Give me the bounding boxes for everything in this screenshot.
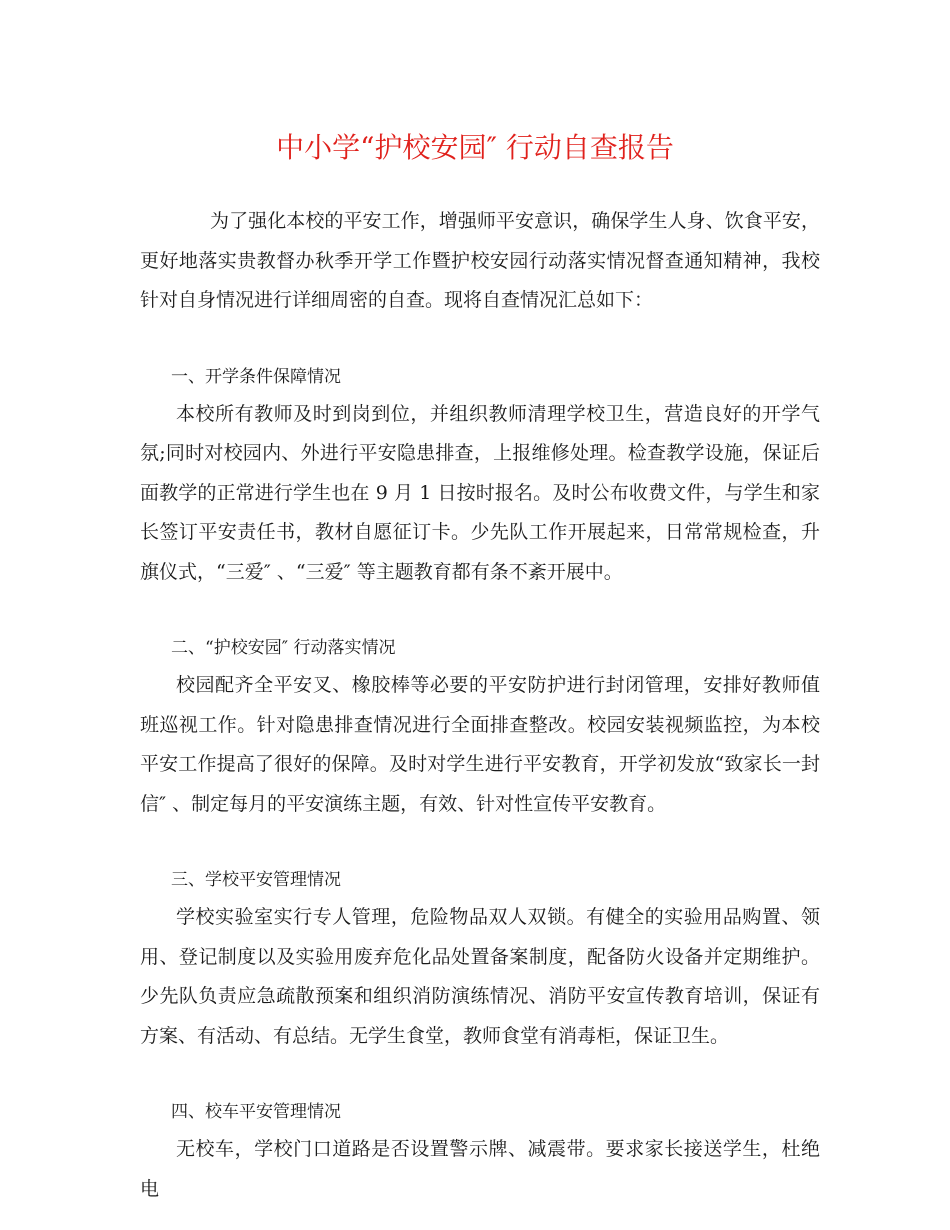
section-4 [140,1094,820,1209]
section-3 [140,862,820,1056]
section-paragraph: 本校所有教师及时到岗到位，并组织教师清理学校卫生，营造良好的开学气氛;同时对校园内、外进行平安隐患排查，上报维修处理。检查教学设施，保证后面教学的正常进行学生也在 9 月 1 日按时报名。及时公布收费文件，与学生和家长签订平安责任书，教材自愿征订卡。少先队工作开展起来，日常常规检查，升旗仪式，“三爱″ 、“三爱″ 等主题教育都有条不紊开展中。 [140,402,820,583]
section-2 [140,630,820,824]
intro-paragraph: 为了强化本校的平安工作，增强师平安意识，确保学生人身、饮食平安，更好地落实贵教督办秋季开学工作暨护校安园行动落实情况督查通知精神，我校针对自身情况进行详细周密的自查。现将自查情况汇总如下： [140,210,820,311]
section-heading: 四、校车平安管理情况 [171,1102,341,1122]
document-body [140,202,820,1209]
section-heading: 三、学校平安管理情况 [171,870,341,890]
section-paragraph: 无校车，学校门口道路是否设置警示牌、减震带。要求家长接送学生，杜绝电 [140,1138,820,1200]
section-paragraph: 学校实验室实行专人管理，危险物品双人双锁。有健全的实验用品购置、领用、登记制度以及实验用废弃危化品处置备案制度，配备防火设备并定期维护。少先队负责应急疏散预案和组织消防演练情况、消防平安宣传教育培训，保证有方案、有活动、有总结。无学生食堂，教师食堂有消毒柜，保证卫生。 [140,906,820,1047]
section-paragraph: 校园配齐全平安叉、橡胶棒等必要的平安防护进行封闭管理，安排好教师值班巡视工作。针对隐患排查情况进行全面排查整改。校园安装视频监控，为本校平安工作提高了很好的保障。及时对学生进行平安教育，开学初发放“致家长一封信″ 、制定每月的平安演练主题，有效、针对性宣传平安教育。 [140,674,820,815]
section-1 [140,359,820,593]
section-heading: 二、“护校安园″ 行动落实情况 [171,638,396,658]
section-heading: 一、开学条件保障情况 [171,366,341,387]
document-title: 中小学“护校安园″ 行动自查报告 [276,131,674,164]
